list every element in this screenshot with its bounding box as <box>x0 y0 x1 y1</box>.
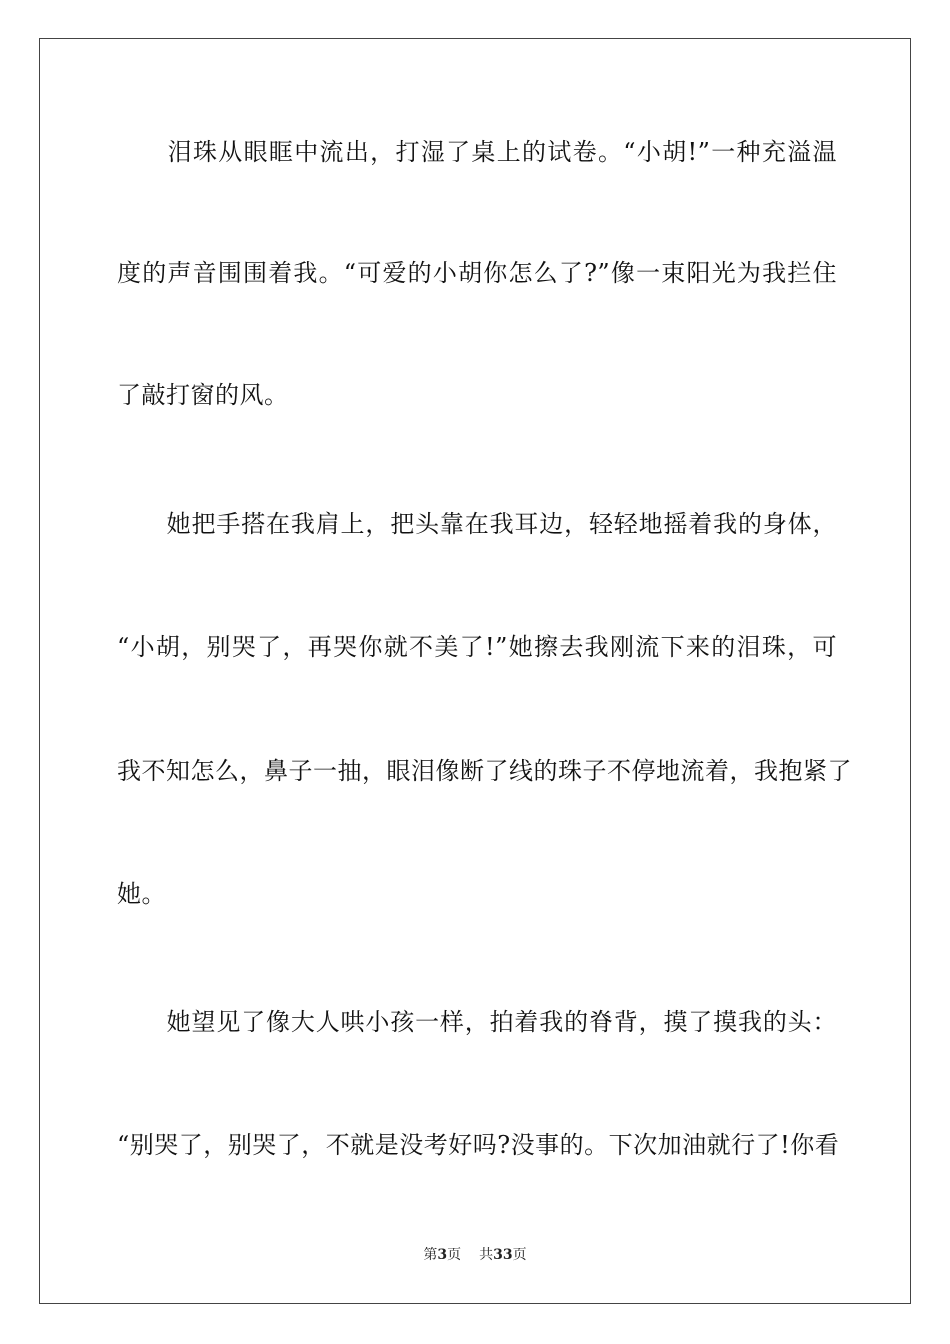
paragraph-line-2: 度的声音围围着我。“可爱的小胡你怎么了?”像一束阳光为我拦住 <box>117 259 837 287</box>
page-prefix: 第 <box>423 1247 438 1263</box>
paragraph-line-5: “小胡，别哭了，再哭你就不美了!”她擦去我刚流下来的泪珠，可 <box>117 633 837 661</box>
paragraph-line-7: 她。 <box>117 880 166 908</box>
paragraph-line-1: 泪珠从眼眶中流出，打湿了桌上的试卷。“小胡!”一种充溢温 <box>117 138 837 166</box>
total-suffix: 页 <box>512 1247 527 1263</box>
page-suffix: 页 <box>447 1247 462 1263</box>
page-border <box>39 38 911 1304</box>
paragraph-line-3: 了敲打窗的风。 <box>117 381 289 409</box>
paragraph-line-6: 我不知怎么，鼻子一抽，眼泪像断了线的珠子不停地流着，我抱紧了 <box>117 757 852 785</box>
page-number: 3 <box>437 1247 448 1263</box>
paragraph-line-9: “别哭了，别哭了，不就是没考好吗?没事的。下次加油就行了!你看 <box>117 1131 840 1159</box>
total-prefix: 共 <box>479 1247 494 1263</box>
paragraph-line-8: 她望见了像大人哄小孩一样，拍着我的脊背，摸了摸我的头： <box>117 1008 837 1036</box>
page-footer <box>0 1246 950 1264</box>
total-pages: 33 <box>493 1247 513 1263</box>
paragraph-line-4: 她把手搭在我肩上，把头靠在我耳边，轻轻地摇着我的身体， <box>117 510 837 538</box>
